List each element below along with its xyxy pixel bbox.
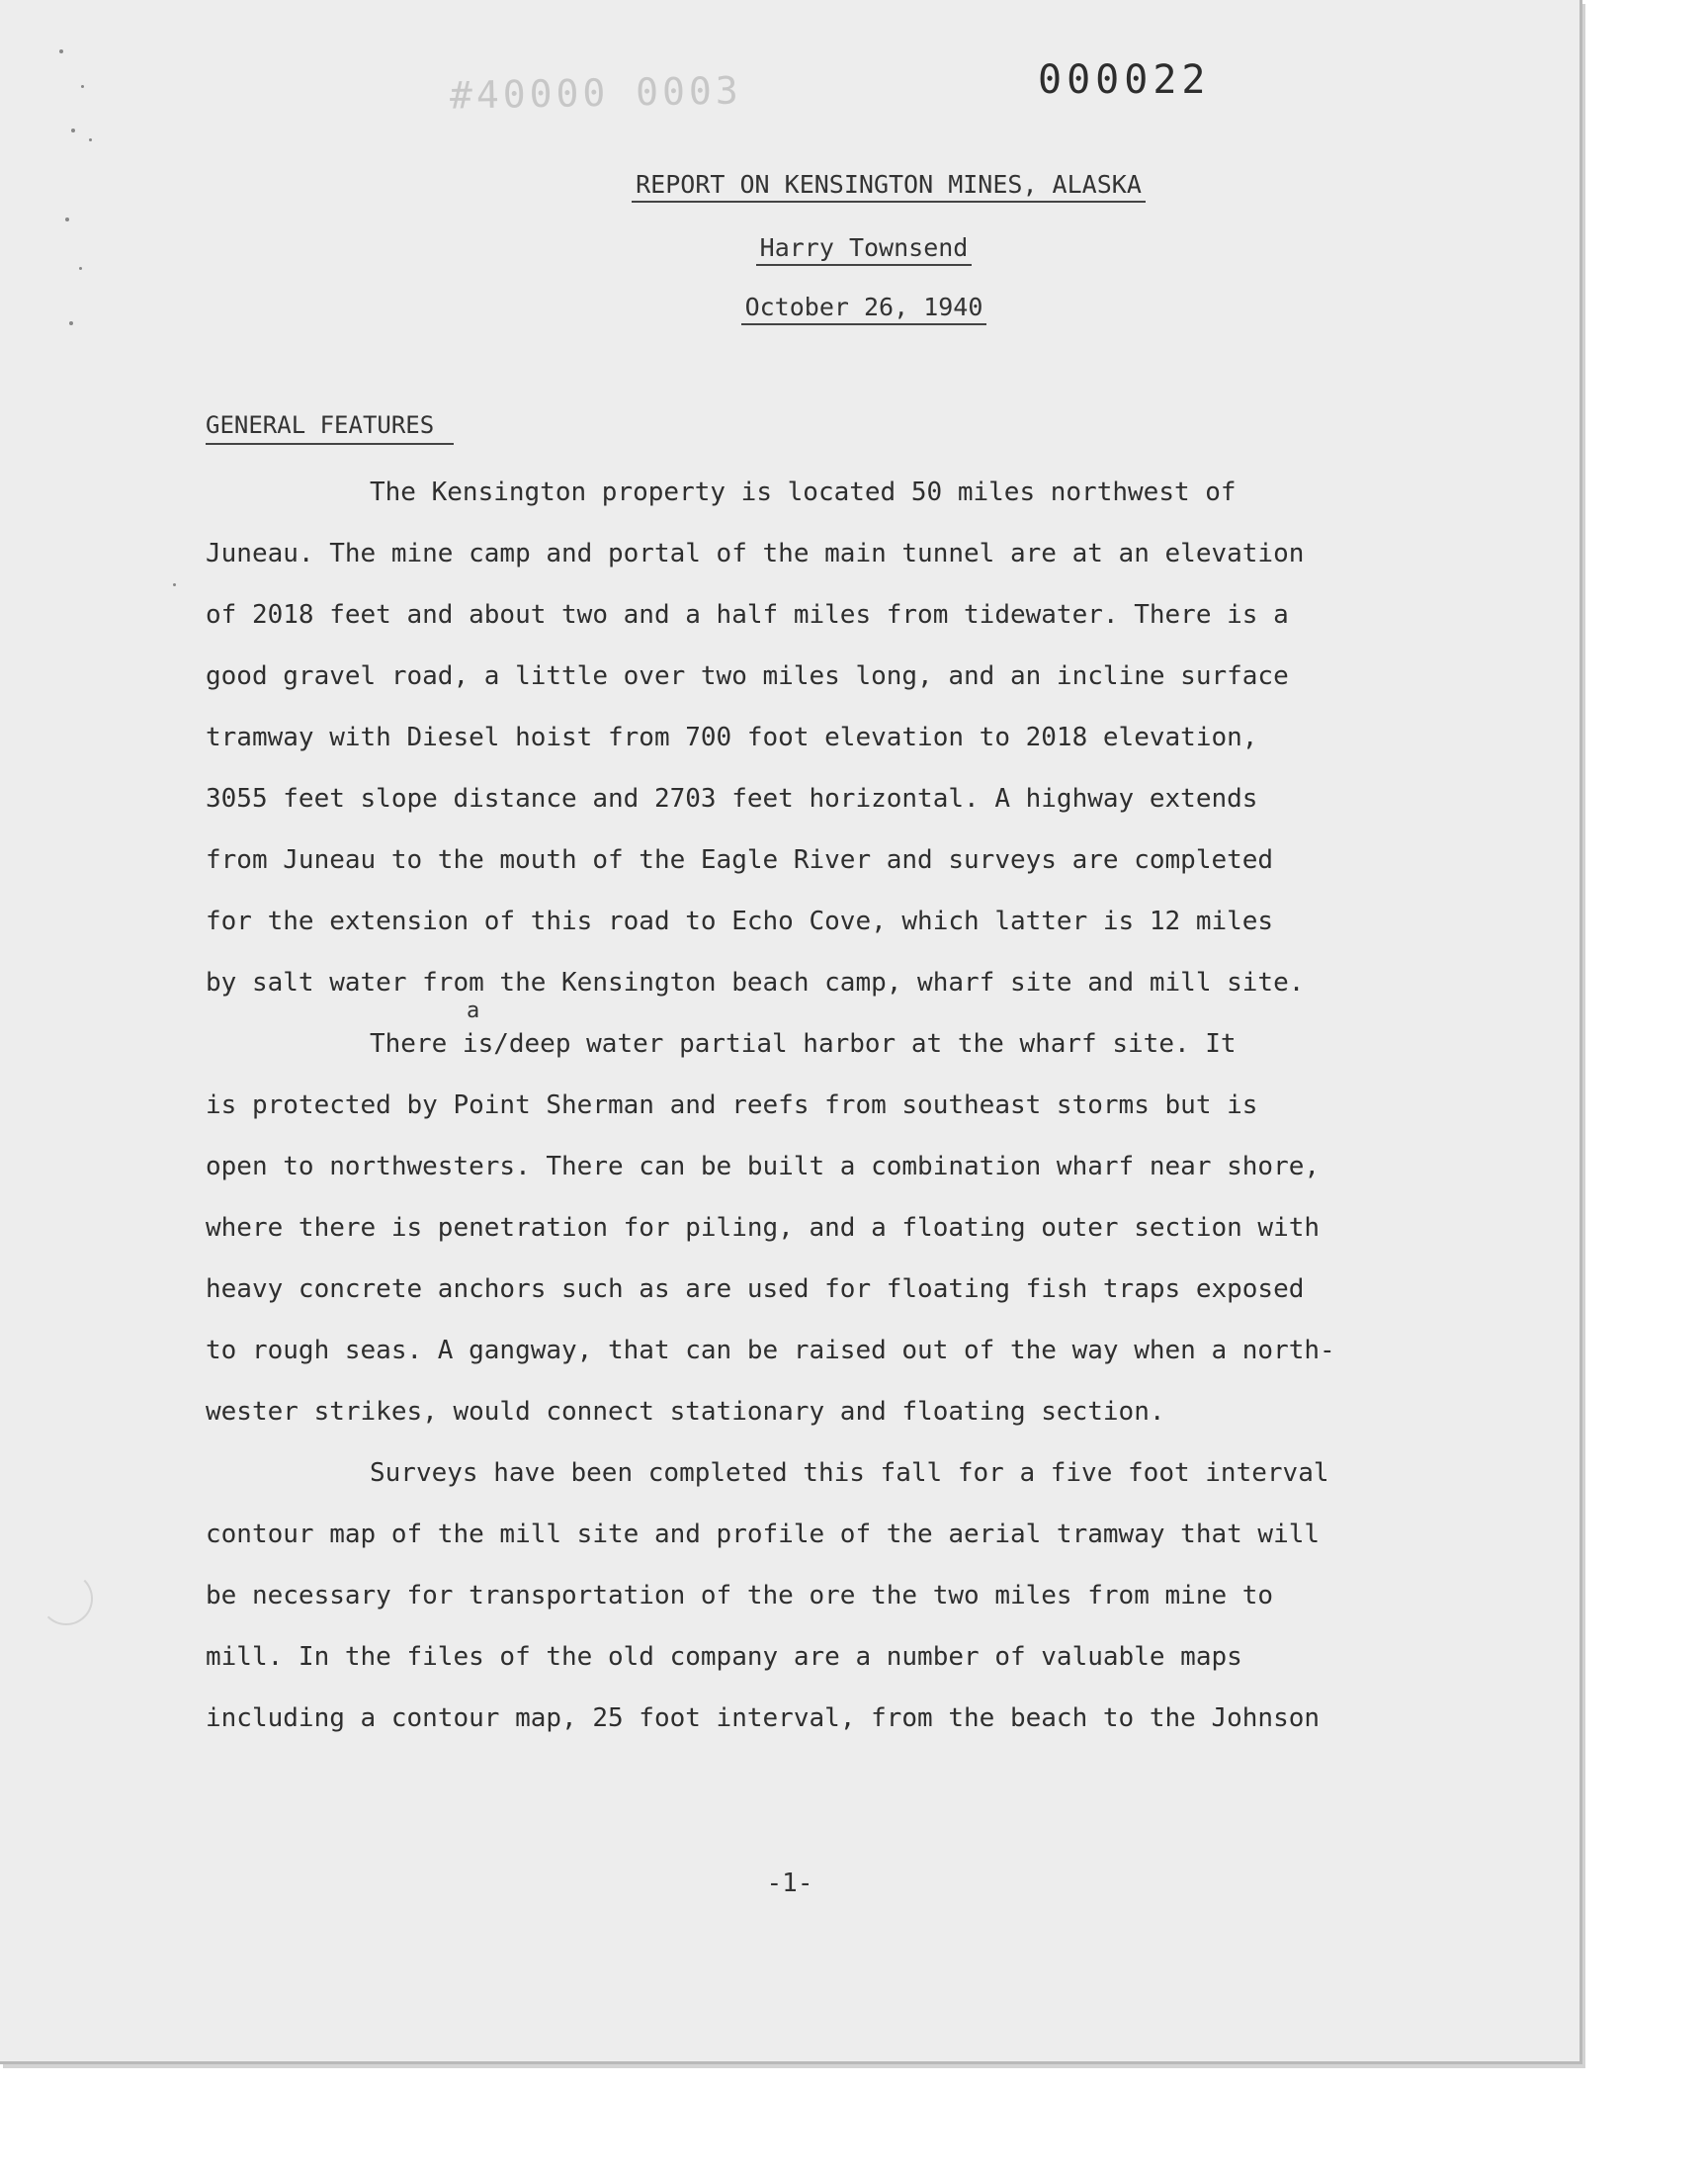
body-line: wester strikes, would connect stationary and floating section.	[206, 1397, 1165, 1427]
body-line: Surveys have been completed this fall for a five foot interval	[370, 1458, 1329, 1488]
handwritten-insert: a	[467, 999, 480, 1023]
body-line: The Kensington property is located 50 miles northwest of	[370, 478, 1237, 507]
document-number: 000022	[1038, 57, 1211, 103]
report-author: Harry Townsend	[74, 233, 1654, 266]
scan-speck	[71, 129, 75, 132]
scan-speck	[69, 321, 73, 325]
body-line: 3055 feet slope distance and 2703 feet horizontal. A highway extends	[206, 784, 1258, 814]
body-line: of 2018 feet and about two and a half miles from tidewater. There is a	[206, 600, 1289, 630]
report-date: October 26, 1940	[74, 293, 1654, 325]
body-line: Juneau. The mine camp and portal of the main tunnel are at an elevation	[206, 539, 1305, 568]
body-line: including a contour map, 25 foot interval, from the beach to the Johnson	[206, 1703, 1321, 1733]
scan-speck	[89, 138, 92, 141]
scan-speck	[59, 49, 63, 53]
body-line: for the extension of this road to Echo Cove, which latter is 12 miles	[206, 907, 1274, 936]
scan-speck	[65, 218, 69, 221]
body-line: from Juneau to the mouth of the Eagle River and surveys are completed	[206, 845, 1274, 875]
section-heading: GENERAL FEATURES	[206, 411, 454, 445]
body-line: to rough seas. A gangway, that can be raised out of the way when a north-	[206, 1336, 1335, 1365]
scan-speck	[173, 583, 176, 586]
body-line: is protected by Point Sherman and reefs from southeast storms but is	[206, 1090, 1258, 1120]
body-line: heavy concrete anchors such as are used for floating fish traps exposed	[206, 1274, 1305, 1304]
body-line: be necessary for transportation of the ore the two miles from mine to	[206, 1581, 1274, 1610]
punch-hole-mark	[40, 1572, 93, 1625]
body-line: mill. In the files of the old company are a number of valuable maps	[206, 1642, 1242, 1672]
body-line: tramway with Diesel hoist from 700 foot elevation to 2018 elevation,	[206, 723, 1258, 752]
body-line: There is/deep water partial harbor at the wharf site. It	[370, 1029, 1237, 1059]
faded-stamp: #40000 0003	[449, 68, 743, 118]
body-line: where there is penetration for piling, and a floating outer section with	[206, 1213, 1321, 1243]
body-line: good gravel road, a little over two miles long, and an incline surface	[206, 661, 1289, 691]
scan-speck	[79, 267, 82, 270]
report-title: REPORT ON KENSINGTON MINES, ALASKA	[99, 170, 1678, 203]
scan-speck	[81, 85, 84, 88]
page-number: -1-	[766, 1869, 813, 1898]
body-line: contour map of the mill site and profile of the aerial tramway that will	[206, 1520, 1321, 1549]
body-line: open to northwesters. There can be built a combination wharf near shore,	[206, 1152, 1321, 1181]
body-line: by salt water from the Kensington beach camp, wharf site and mill site.	[206, 968, 1305, 998]
